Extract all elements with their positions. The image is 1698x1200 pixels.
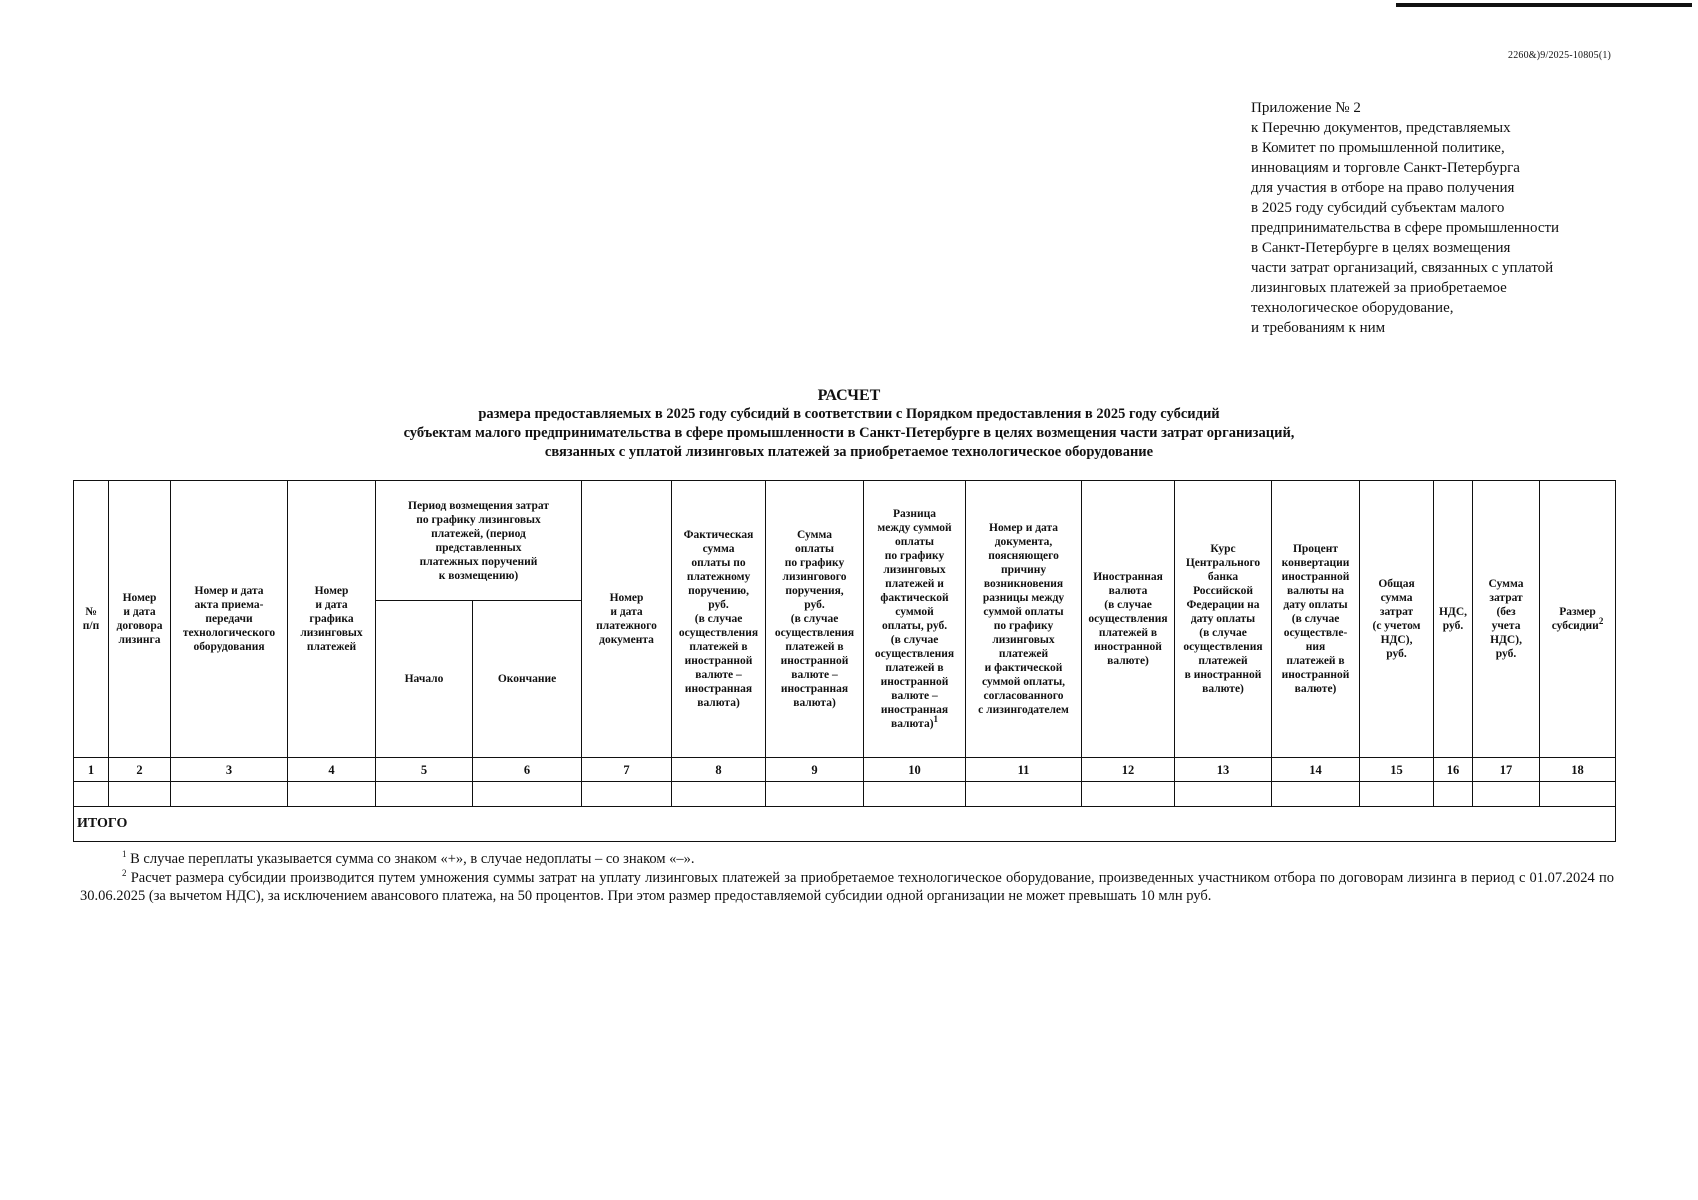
column-number: 15 — [1360, 758, 1434, 782]
footnote-2-marker: 2 — [122, 868, 127, 879]
total-label: ИТОГО — [74, 807, 1616, 842]
title-heading: РАСЧЕТ — [817, 387, 881, 404]
title-line: субъектам малого предпринимательства в сфере промышленности в Санкт-Петербурге в целях возмещения части затрат организаций, — [403, 425, 1295, 441]
header-scheduled-payment: Сумма оплаты по графику лизингового поручения, руб. (в случае осуществления платежей в иностранной валюте – иностранная валюта) — [766, 481, 864, 758]
appendix-line: для участия в отборе на право получения — [1251, 180, 1515, 196]
table-cell — [288, 782, 376, 807]
footnote-1-marker: 1 — [122, 849, 127, 860]
table-cell — [864, 782, 966, 807]
table-cell — [1272, 782, 1360, 807]
appendix-line: Приложение № 2 — [1251, 100, 1361, 116]
header-period-start: Начало — [376, 601, 473, 758]
footnote-ref-2: 2 — [1598, 616, 1604, 627]
header-difference-document: Номер и дата документа, поясняющего причину возникновения разницы между суммой оплаты по графику лизинговых платежей и фактической суммой оплаты, согласованного с лизингодателем — [966, 481, 1082, 758]
column-number: 5 — [376, 758, 473, 782]
table-cell — [582, 782, 672, 807]
header-central-bank-rate: Курс Центрального банка Российской Федерации на дату оплаты (в случае осуществления платежей в иностранной валюте) — [1175, 481, 1272, 758]
appendix-line: лизинговых платежей за приобретаемое — [1251, 280, 1507, 296]
footnote-ref-1: 1 — [933, 714, 939, 725]
table-cell — [1540, 782, 1616, 807]
appendix-line: и требованиям к ним — [1251, 320, 1386, 336]
table-cell — [1473, 782, 1540, 807]
column-number: 6 — [473, 758, 582, 782]
column-number: 17 — [1473, 758, 1540, 782]
footnote-2-text: Расчет размера субсидии производится путем умножения суммы затрат на уплату лизинговых платежей за приобретаемое технологическое оборудование, произведенных участником отбора по договорам лизинга в период с 01.07.2024 по 30.06.2025 (за вычетом НДС), за исключением авансового платежа, на 50 процентов. При этом размер предоставляемой субсидии одной организации не может превышать 10 млн руб. — [80, 870, 1615, 904]
header-conversion-percent: Процент конвертации иностранной валюты на дату оплаты (в случае осуществле- ния платежей в иностранной валюте) — [1272, 481, 1360, 758]
header-row-number: № п/п — [74, 481, 109, 758]
table-cell — [672, 782, 766, 807]
calculation-table — [73, 480, 1616, 842]
column-number: 2 — [109, 758, 171, 782]
table-cell — [109, 782, 171, 807]
appendix-line: к Перечню документов, представляемых — [1251, 120, 1511, 136]
header-payment-difference-text: Разница между суммой оплаты по графику лизинговых платежей и фактической суммой оплаты, руб. (в случае осуществления платежей в иностранной валюте – иностранная валюта) — [874, 508, 955, 730]
table-cell — [1082, 782, 1175, 807]
header-actual-payment: Фактическая сумма оплаты по платежному поручению, руб. (в случае осуществления платежей в иностранной валюте – иностранная валюта) — [672, 481, 766, 758]
header-reimbursement-period: Период возмещения затрат по графику лизинговых платежей, (период представленных платежных поручений к возмещению) — [376, 481, 582, 601]
header-subsidy-amount-text: Размер субсидии — [1551, 606, 1599, 632]
top-rule — [1396, 3, 1692, 7]
header-total-costs-with-vat: Общая сумма затрат (с учетом НДС), руб. — [1360, 481, 1434, 758]
appendix-note — [1251, 98, 1559, 338]
column-number: 13 — [1175, 758, 1272, 782]
column-number: 1 — [74, 758, 109, 782]
header-payment-document: Номер и дата платежного документа — [582, 481, 672, 758]
footnote-1-text: В случае переплаты указывается сумма со знаком «+», в случае недоплаты – со знаком «–». — [130, 851, 695, 867]
table-cell — [1434, 782, 1473, 807]
column-number: 9 — [766, 758, 864, 782]
column-number: 11 — [966, 758, 1082, 782]
column-number: 18 — [1540, 758, 1616, 782]
header-payment-difference — [864, 481, 966, 758]
header-costs-without-vat: Сумма затрат (без учета НДС), руб. — [1473, 481, 1540, 758]
column-number: 4 — [288, 758, 376, 782]
table-cell — [473, 782, 582, 807]
table-cell — [1175, 782, 1272, 807]
header-period-end: Окончание — [473, 601, 582, 758]
header-payment-schedule: Номер и дата графика лизинговых платежей — [288, 481, 376, 758]
column-number: 16 — [1434, 758, 1473, 782]
header-foreign-currency: Иностранная валюта (в случае осуществления платежей в иностранной валюте) — [1082, 481, 1175, 758]
table-cell — [74, 782, 109, 807]
title-line: связанных с уплатой лизинговых платежей за приобретаемое технологическое оборудование — [544, 444, 1154, 460]
table-row — [74, 782, 1616, 807]
table-cell — [766, 782, 864, 807]
document-title — [0, 386, 1698, 462]
table-cell — [966, 782, 1082, 807]
header-lease-contract: Номер и дата договора лизинга — [109, 481, 171, 758]
header-vat: НДС, руб. — [1434, 481, 1473, 758]
column-number: 8 — [672, 758, 766, 782]
header-subsidy-amount — [1540, 481, 1616, 758]
header-acceptance-act: Номер и дата акта приема- передачи технологического оборудования — [171, 481, 288, 758]
column-number: 14 — [1272, 758, 1360, 782]
total-row — [74, 807, 1616, 842]
appendix-line: технологическое оборудование, — [1251, 300, 1454, 316]
footnote-2 — [80, 869, 1614, 905]
title-line: размера предоставляемых в 2025 году субсидий в соответствии с Порядком предоставления в 2025 году субсидий — [478, 406, 1220, 422]
appendix-line: в Санкт-Петербурге в целях возмещения — [1251, 240, 1511, 256]
column-number: 7 — [582, 758, 672, 782]
appendix-line: в Комитет по промышленной политике, — [1251, 140, 1505, 156]
column-number: 10 — [864, 758, 966, 782]
footnotes — [80, 850, 1614, 906]
document-number: 2260&)9/2025-10805(1) — [1508, 50, 1612, 61]
appendix-line: предпринимательства в сфере промышленности — [1251, 220, 1560, 236]
appendix-line: инновациям и торговле Санкт-Петербурга — [1251, 160, 1520, 176]
column-number: 3 — [171, 758, 288, 782]
table-cell — [376, 782, 473, 807]
appendix-line: в 2025 году субсидий субъектам малого — [1251, 200, 1505, 216]
table-cell — [171, 782, 288, 807]
column-numbers-row — [74, 758, 1616, 782]
table-cell — [1360, 782, 1434, 807]
column-number: 12 — [1082, 758, 1175, 782]
appendix-line: части затрат организаций, связанных с уплатой — [1251, 260, 1554, 276]
footnote-1 — [80, 850, 1614, 868]
